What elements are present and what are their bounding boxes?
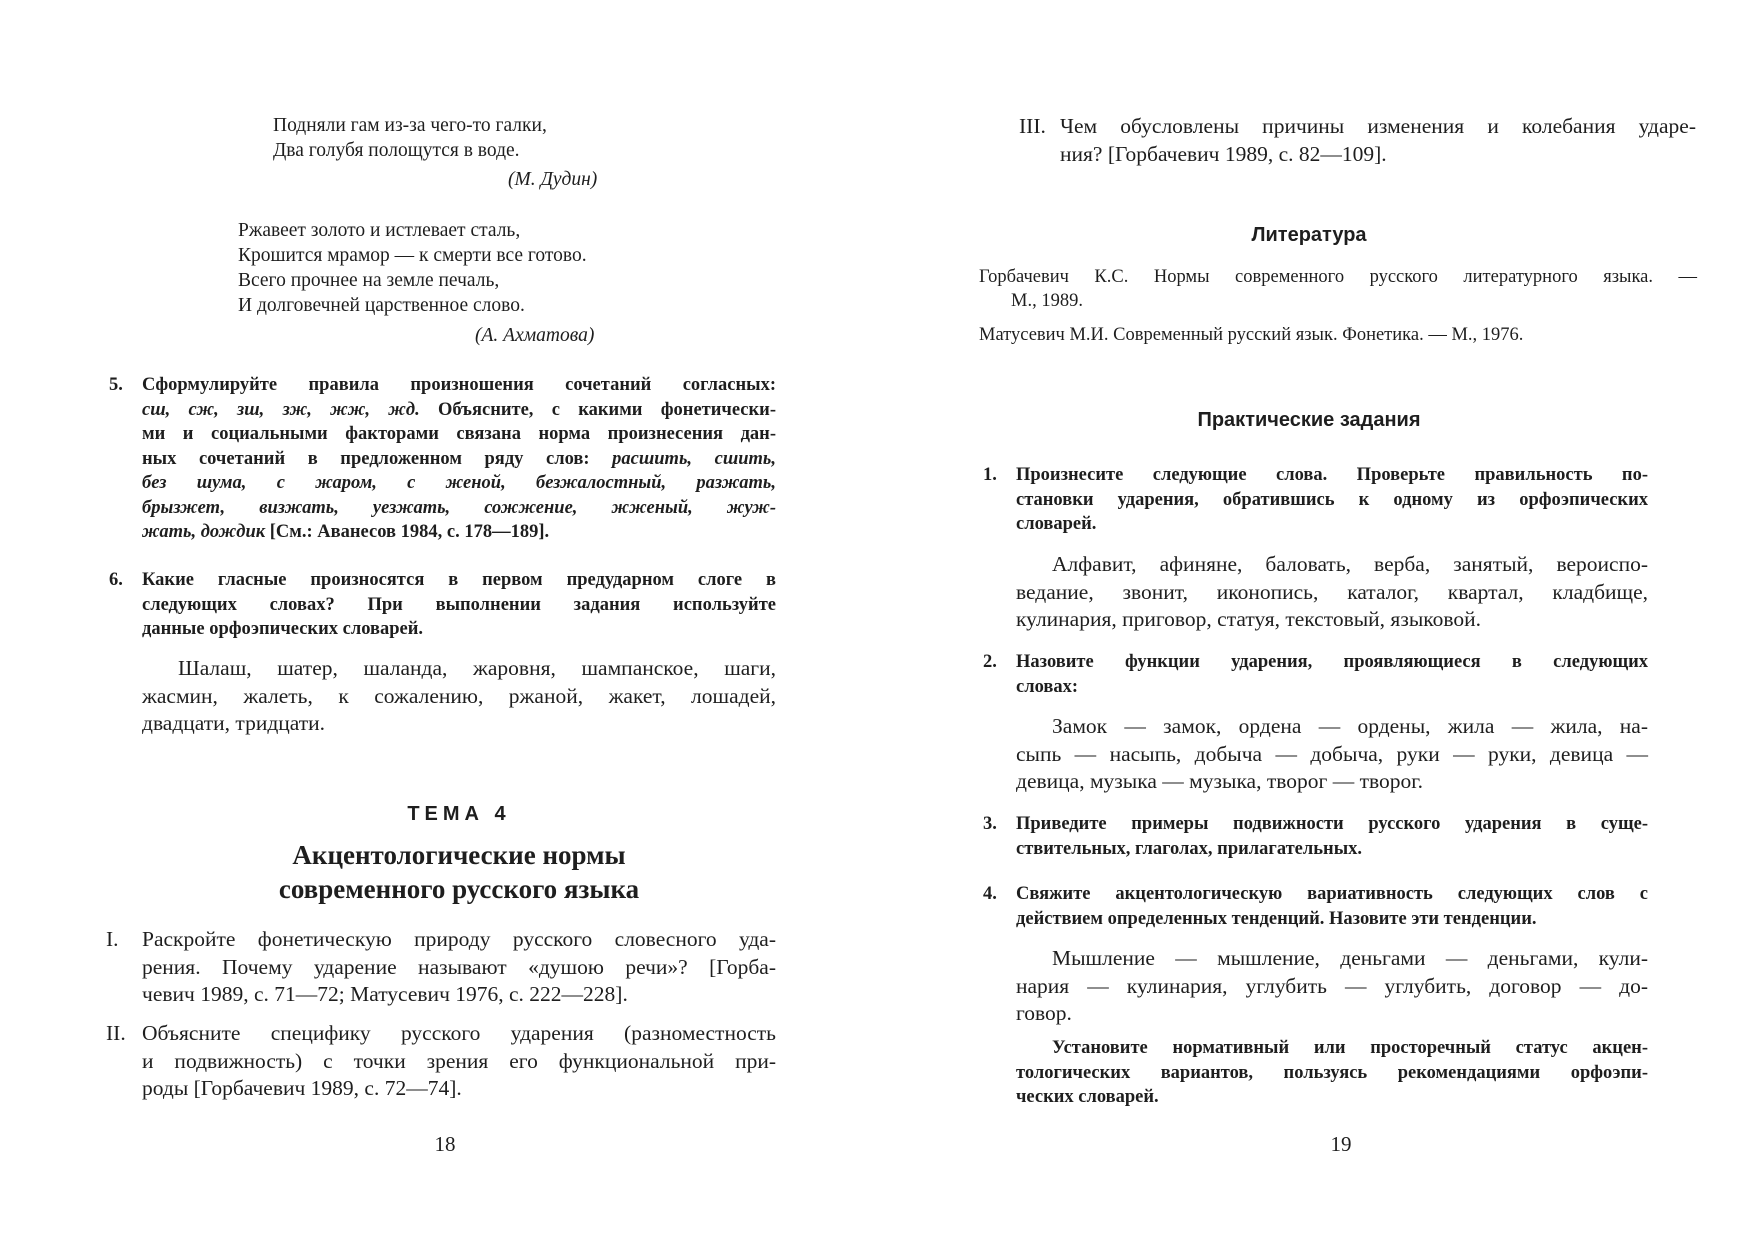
practice-task-3 — [983, 812, 1648, 861]
words-line: говор. — [1016, 1001, 1072, 1025]
roman-number: II. — [106, 1021, 126, 1045]
task-number: 3. — [983, 814, 997, 834]
words-line: Замок — замок, ордена — ордены, жила — жила, на- — [1052, 714, 1648, 738]
literature-list — [979, 265, 1697, 347]
theme-title-line: Акцентологические нормы — [292, 840, 626, 870]
literature-entry — [979, 265, 1697, 313]
theme-title — [142, 838, 776, 906]
task-line: Приведите примеры подвижности русского ударения в суще- — [1016, 814, 1648, 834]
poem-line: Крошится мрамор — к смерти все готово. — [238, 245, 587, 266]
practice-heading: Практические задания — [1197, 409, 1421, 431]
task-line: словах: — [1016, 676, 1079, 697]
item-line: роды [Горбачевич 1989, с. 72—74]. — [142, 1076, 462, 1100]
page-number: 18 — [434, 1132, 456, 1156]
task-line: следующих словах? При выполнении задания используйте — [142, 594, 776, 615]
words-line: Алфавит, афиняне, баловать, верба, занятый, вероиспо- — [1052, 552, 1648, 576]
words-line: Мышление — мышление, деньгами — деньгами, кули- — [1052, 946, 1648, 970]
roman-number: I. — [106, 927, 119, 951]
words-line: Шалаш, шатер, шаланда, жаровня, шампанское, шаги, — [178, 656, 776, 680]
task-line: Установите нормативный или просторечный статус акцен- — [1052, 1038, 1648, 1058]
practice-task-1 — [983, 463, 1648, 537]
task-line: ных сочетаний в предложенном ряду слов: расшить, сшить, — [142, 448, 776, 469]
item-line: и подвижность) с точки зрения его функциональной при- — [142, 1048, 776, 1073]
task-6-words — [142, 655, 776, 738]
words-line: ведание, звонит, иконопись, каталог, квартал, кладбище, — [1016, 579, 1648, 604]
task-line: становки ударения, обратившись к одному из орфоэпических — [1016, 489, 1648, 510]
task-line: ческих словарей. — [1016, 1087, 1159, 1107]
item-line: чевич 1989, с. 71—72; Матусевич 1976, с. 222—228]. — [142, 982, 628, 1006]
task-line: Произнесите следующие слова. Проверьте правильность по- — [1016, 465, 1648, 485]
task-line: Сформулируйте правила произношения сочетаний согласных: — [142, 375, 776, 395]
practice-task-1-words — [1016, 551, 1648, 634]
words-line: жасмин, жалеть, к сожалению, ржаной, жакет, лошадей, — [142, 683, 776, 708]
poem-dudin — [273, 113, 633, 192]
words-line: двадцати, тридцати. — [142, 711, 326, 735]
roman-number: III. — [1019, 114, 1046, 138]
item-line: Чем обусловлены причины изменения и колебания ударе- — [1060, 114, 1696, 138]
entry-line: Горбачевич К.С. Нормы современного русского литературного языка. — — [979, 267, 1697, 287]
poem-line: И долговечней царственное слово. — [238, 295, 525, 316]
poem-author: (М. Дудин) — [508, 169, 598, 190]
task-line: тологических вариантов, пользуясь рекомендациями орфоэпи- — [1016, 1062, 1648, 1083]
item-line: рения. Почему ударение называют «душою речи»? [Горба- — [142, 954, 776, 979]
item-line: Объясните специфику русского ударения (разноместность — [142, 1021, 776, 1045]
task-line: ми и социальными факторами связана норма произнесения дан- — [142, 424, 776, 444]
task-number: 4. — [983, 884, 997, 904]
task-5 — [109, 373, 776, 545]
words-line: кулинария, приговор, статуя, текстовый, языковой. — [1016, 607, 1482, 631]
task-line: Какие гласные произносятся в первом предударном слоге в — [142, 570, 776, 590]
task-number: 5. — [109, 375, 123, 395]
practice-task-4 — [983, 882, 1648, 931]
roman-item-1 — [106, 926, 776, 1009]
poem-akhmatova — [238, 218, 658, 348]
literature-entry: Матусевич М.И. Современный русский язык. Фонетика. — М., 1976. — [979, 325, 1524, 345]
task-number: 1. — [983, 465, 997, 485]
poem-line: Два голубя полощутся в воде. — [273, 140, 520, 161]
task-line: словарей. — [1016, 514, 1097, 534]
task-line: данные орфоэпических словарей. — [142, 619, 424, 639]
left-page — [0, 0, 874, 1241]
task-line: без шума, с жаром, с женой, безжалостный, разжать, — [142, 473, 776, 493]
practice-task-4-words — [1016, 945, 1648, 1028]
item-line: Раскройте фонетическую природу русского словесного уда- — [142, 927, 776, 951]
words-line: нария — кулинария, углубить — углубить, договор — до- — [1016, 973, 1648, 998]
practice-task-4-extra — [1016, 1036, 1648, 1110]
task-line: действием определенных тенденций. Назовите эти тенденции. — [1016, 908, 1537, 929]
poem-line: Всего прочнее на земле печаль, — [238, 270, 500, 291]
practice-task-2 — [983, 650, 1648, 699]
theme-label: ТЕМА 4 — [407, 803, 511, 825]
task-line: жать, дождик [См.: Аванесов 1984, с. 178—189]. — [142, 522, 550, 542]
task-line: Назовите функции ударения, проявляющиеся в следующих — [1016, 652, 1648, 672]
task-6 — [109, 568, 776, 642]
task-line: брызжет, визжать, уезжать, сожжение, жженый, жуж- — [142, 497, 776, 518]
right-page — [874, 0, 1749, 1241]
task-line: Свяжите акцентологическую вариативность следующих слов с — [1016, 884, 1648, 904]
roman-item-3 — [1019, 113, 1696, 168]
poem-line: Ржавеет золото и истлевает сталь, — [238, 220, 521, 241]
entry-line: М., 1989. — [1011, 291, 1083, 311]
practice-task-2-words — [1016, 713, 1648, 796]
words-line: сыпь — насыпь, добыча — добыча, руки — руки, девица — — [1016, 741, 1648, 766]
literature-heading: Литература — [1251, 224, 1367, 246]
item-line: ния? [Горбачевич 1989, с. 82—109]. — [1060, 141, 1387, 166]
words-line: девица, музыка — музыка, творог — творог. — [1016, 769, 1423, 793]
page-number: 19 — [1330, 1132, 1352, 1156]
task-number: 2. — [983, 652, 997, 672]
theme-title-line: современного русского языка — [278, 874, 640, 904]
task-line: ствительных, глаголах, прилагательных. — [1016, 838, 1363, 859]
task-number: 6. — [109, 570, 123, 590]
roman-item-2 — [106, 1020, 776, 1103]
poem-author: (А. Ахматова) — [475, 325, 595, 346]
task-line: сш, сж, зш, зж, жж, жд. Объясните, с какими фонетически- — [142, 399, 776, 420]
poem-line: Подняли гам из-за чего-то галки, — [273, 115, 547, 136]
